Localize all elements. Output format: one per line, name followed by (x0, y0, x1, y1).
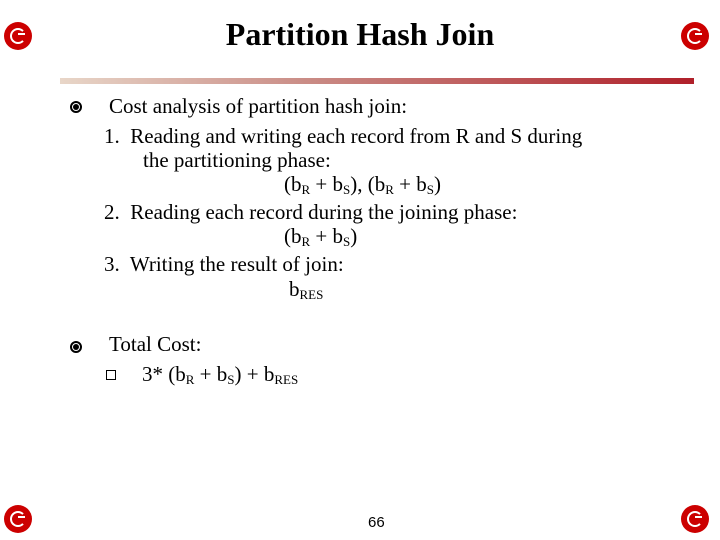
bullet-icon (70, 341, 82, 353)
corner-logo-icon (4, 505, 32, 533)
item-number: 1. (104, 124, 120, 148)
item-text: Reading each record during the joining phase: (130, 200, 518, 224)
item-text: Reading and writing each record from R and S during (130, 124, 583, 148)
formula: $(b_R + b_S)$ (284, 224, 358, 249)
title-divider (60, 78, 694, 84)
formula: $b_{RES}$ (289, 277, 324, 302)
item-number: 3. (104, 252, 120, 276)
formula: 3* $(b_R + b_S) + b_{RES}$ (142, 362, 299, 387)
bullet-icon (70, 101, 82, 113)
square-bullet-icon (106, 370, 116, 380)
slide-title: Partition Hash Join (225, 16, 495, 52)
item-text-continued: the partitioning phase: (143, 148, 331, 172)
item-number: 2. (104, 200, 120, 224)
corner-logo-icon (681, 505, 709, 533)
list-item (104, 252, 344, 276)
list-item (104, 200, 517, 224)
list-item (104, 124, 582, 148)
bullet-heading: Cost analysis of partition hash join: (109, 94, 408, 118)
formula: $(b_R + b_S)$, $(b_R + b_S)$ (284, 172, 441, 197)
page-number: 66 (368, 514, 385, 531)
item-text: Writing the result of join: (129, 252, 344, 276)
bullet-heading: Total Cost: (109, 332, 202, 356)
